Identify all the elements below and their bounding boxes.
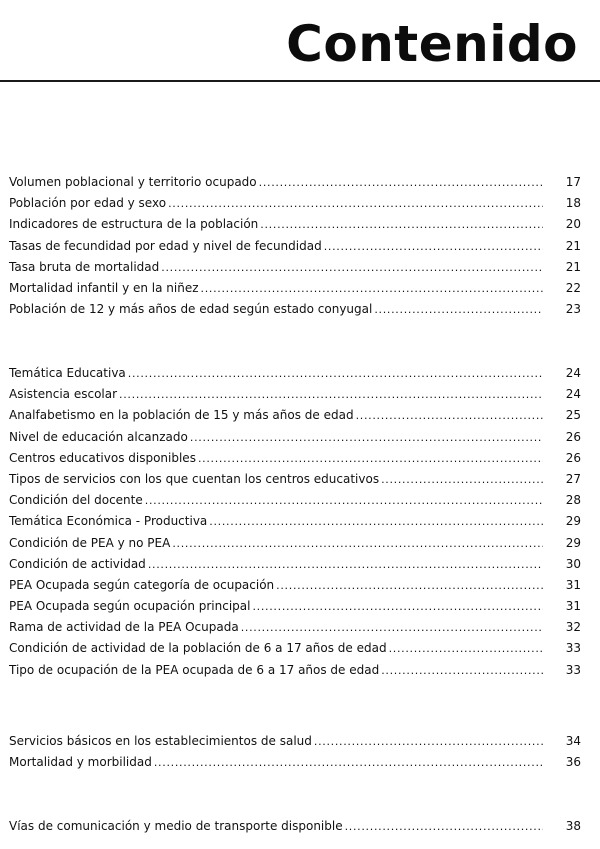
toc-page-number: 34 [565,734,581,748]
toc-entry-title: Tasa bruta de mortalidad [9,259,160,274]
toc-page-number: 29 [565,514,581,529]
toc-page-number: 24 [565,366,581,380]
toc-page-number: 26 [565,450,581,465]
toc-page-number: 36 [565,755,581,770]
dot-leader [119,384,543,405]
toc-entry[interactable] [9,752,581,773]
toc-section-demografia [9,172,581,320]
toc-entry[interactable] [9,816,581,837]
toc-entry[interactable] [9,405,581,426]
dot-leader [324,236,543,257]
dot-leader [276,575,543,596]
toc-entry[interactable] [9,384,581,405]
toc-page-number: 24 [565,387,581,402]
dot-leader [356,405,543,426]
toc-page-number: 38 [565,819,581,833]
toc-page-number: 22 [565,280,581,295]
toc-entry-title: Mortalidad y morbilidad [9,755,152,770]
dot-leader [252,596,543,617]
dot-leader [241,617,543,638]
dot-leader [154,752,543,773]
toc-entry[interactable] [9,363,581,384]
toc-entry-title: Nivel de educación alcanzado [9,429,188,444]
toc-page-number: 27 [565,471,581,486]
toc-entry-title: Servicios básicos en los establecimientos de salud [9,734,312,748]
toc-entry[interactable] [9,193,581,214]
dot-leader [374,299,543,320]
toc-entry[interactable] [9,617,581,638]
toc-page-number: 33 [565,641,581,656]
toc-section-salud [9,731,581,773]
toc-page-number: 25 [565,408,581,423]
toc-entry-title: Volumen poblacional y territorio ocupado [9,175,257,189]
toc-page-number: 17 [565,175,581,189]
toc-page-number: 32 [565,620,581,635]
toc-entry-title: Temática Económica - Productiva [9,514,208,529]
dot-leader [314,731,543,752]
toc-entry-title: Tipo de ocupación de la PEA ocupada de 6 a 17 años de edad [9,662,380,677]
toc-entry-title: PEA Ocupada según ocupación principal [9,599,251,614]
toc-entry[interactable] [9,511,581,532]
toc-page-number: 28 [565,493,581,508]
toc-entry[interactable] [9,575,581,596]
toc-entry[interactable] [9,490,581,511]
toc-entry[interactable] [9,660,581,681]
toc-page-number: 21 [565,238,581,253]
toc-page-number: 33 [565,662,581,677]
toc-entry-title: Temática Educativa [9,366,126,380]
toc-entry-title: Tipos de servicios con los que cuentan los centros educativos [9,471,380,486]
toc-page-number: 31 [565,577,581,592]
toc-entry-title: Tasas de fecundidad por edad y nivel de fecundidad [9,238,322,253]
dot-leader [168,193,543,214]
toc-entry-title: Indicadores de estructura de la población [9,217,259,232]
toc-entry[interactable] [9,533,581,554]
toc-section-educacion-economia [9,363,581,681]
toc-entry-title: Analfabetismo en la población de 15 y más años de edad [9,408,354,423]
toc-page-number: 20 [565,217,581,232]
toc-entry[interactable] [9,448,581,469]
toc-entry-title: Condición de PEA y no PEA [9,535,171,550]
toc-entry-title: Vías de comunicación y medio de transporte disponible [9,819,343,833]
dot-leader [260,214,543,235]
toc-entry[interactable] [9,596,581,617]
dot-leader [381,469,543,490]
toc-entry-title: Asistencia escolar [9,387,118,402]
toc-entry[interactable] [9,236,581,257]
toc-entry[interactable] [9,257,581,278]
title-divider [0,80,600,82]
toc-page-number: 31 [565,599,581,614]
toc-entry[interactable] [9,638,581,659]
toc-entry[interactable] [9,214,581,235]
toc-entry[interactable] [9,469,581,490]
dot-leader [201,278,543,299]
dot-leader [148,554,543,575]
toc-entry-title: Población por edad y sexo [9,196,167,211]
toc-entry[interactable] [9,554,581,575]
page-title: Contenido [286,15,578,73]
toc-entry-title: Rama de actividad de la PEA Ocupada [9,620,239,635]
dot-leader [259,172,543,193]
dot-leader [161,257,543,278]
toc-entry-title: Condición de actividad de la población de 6 a 17 años de edad [9,641,387,656]
dot-leader [190,427,543,448]
dot-leader [345,816,543,837]
dot-leader [389,638,543,659]
toc-entry-title: Mortalidad infantil y en la niñez [9,280,199,295]
toc-page-number: 29 [565,535,581,550]
dot-leader [128,363,543,384]
toc-entry[interactable] [9,731,581,752]
toc-entry-title: Condición del docente [9,493,143,508]
toc-page-number: 21 [565,259,581,274]
toc-section-transporte [9,816,581,837]
dot-leader [145,490,543,511]
toc-entry-title: Centros educativos disponibles [9,450,196,465]
toc-page-number: 30 [565,556,581,571]
toc-entry[interactable] [9,278,581,299]
toc-entry[interactable] [9,299,581,320]
dot-leader [209,511,543,532]
toc-entry[interactable] [9,172,581,193]
toc-entry-title: Población de 12 y más años de edad según estado conyugal [9,302,373,317]
toc-entry[interactable] [9,427,581,448]
dot-leader [172,533,543,554]
toc-page-number: 18 [565,196,581,211]
dot-leader [198,448,543,469]
toc-entry-title: Condición de actividad [9,556,146,571]
dot-leader [381,660,543,681]
toc-page-number: 23 [565,302,581,317]
toc-entry-title: PEA Ocupada según categoría de ocupación [9,577,275,592]
toc-page-number: 26 [565,429,581,444]
